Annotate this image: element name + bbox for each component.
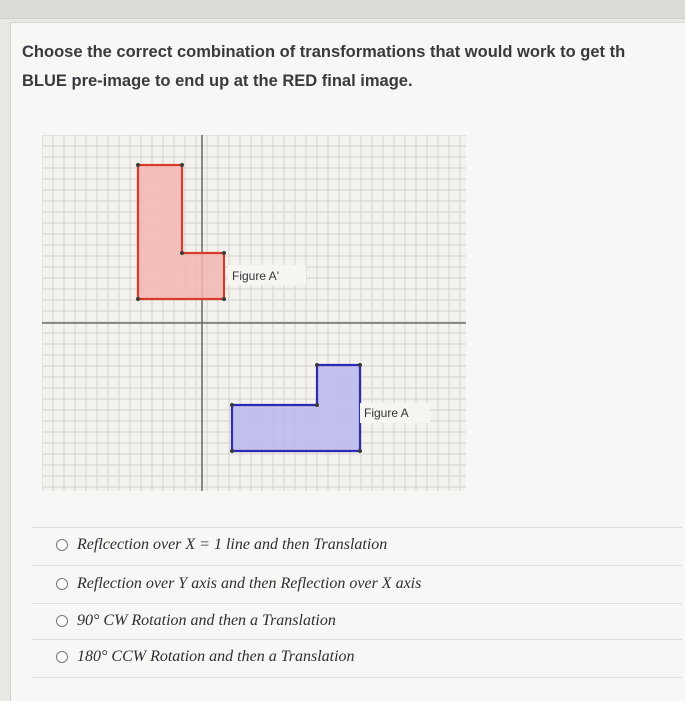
graph-image (42, 135, 466, 491)
answer-choice-1[interactable] (40, 528, 680, 562)
vertex-point (222, 297, 226, 301)
vertex-point (315, 363, 319, 367)
radio-button[interactable] (56, 578, 68, 590)
radio-button[interactable] (56, 539, 68, 551)
figure-a-prime-label: Figure A' (232, 269, 279, 283)
red-final-image (138, 165, 224, 299)
vertex-point (136, 297, 140, 301)
coordinate-grid (42, 135, 466, 491)
radio-button[interactable] (56, 651, 68, 663)
choice-label: 90° CW Rotation and then a Translation (77, 612, 336, 629)
choice-label: Reflection over Y axis and then Reflection over X axis (77, 575, 422, 592)
question-line-2: BLUE pre-image to end up at the RED final image. (22, 72, 413, 90)
figure-a-label: Figure A (364, 406, 409, 420)
vertex-point (358, 449, 362, 453)
choice-label: Reflcection over X = 1 line and then Translation (77, 536, 388, 553)
vertex-point (180, 163, 184, 167)
answer-choice-4[interactable] (40, 640, 680, 674)
top-bar (0, 0, 685, 19)
choice-label: 180° CCW Rotation and then a Translation (77, 648, 355, 665)
vertex-point (136, 163, 140, 167)
answer-choice-3[interactable] (40, 604, 680, 638)
vertex-point (315, 403, 319, 407)
vertex-point (222, 251, 226, 255)
divider (32, 677, 682, 678)
question-line-1: Choose the correct combination of transformations that would work to get th (22, 43, 626, 61)
vertex-point (230, 449, 234, 453)
question-text (22, 38, 672, 96)
vertex-point (230, 403, 234, 407)
vertex-point (358, 363, 362, 367)
divider (32, 565, 682, 566)
answer-choice-2[interactable] (40, 567, 680, 601)
vertex-point (180, 251, 184, 255)
radio-button[interactable] (56, 615, 68, 627)
